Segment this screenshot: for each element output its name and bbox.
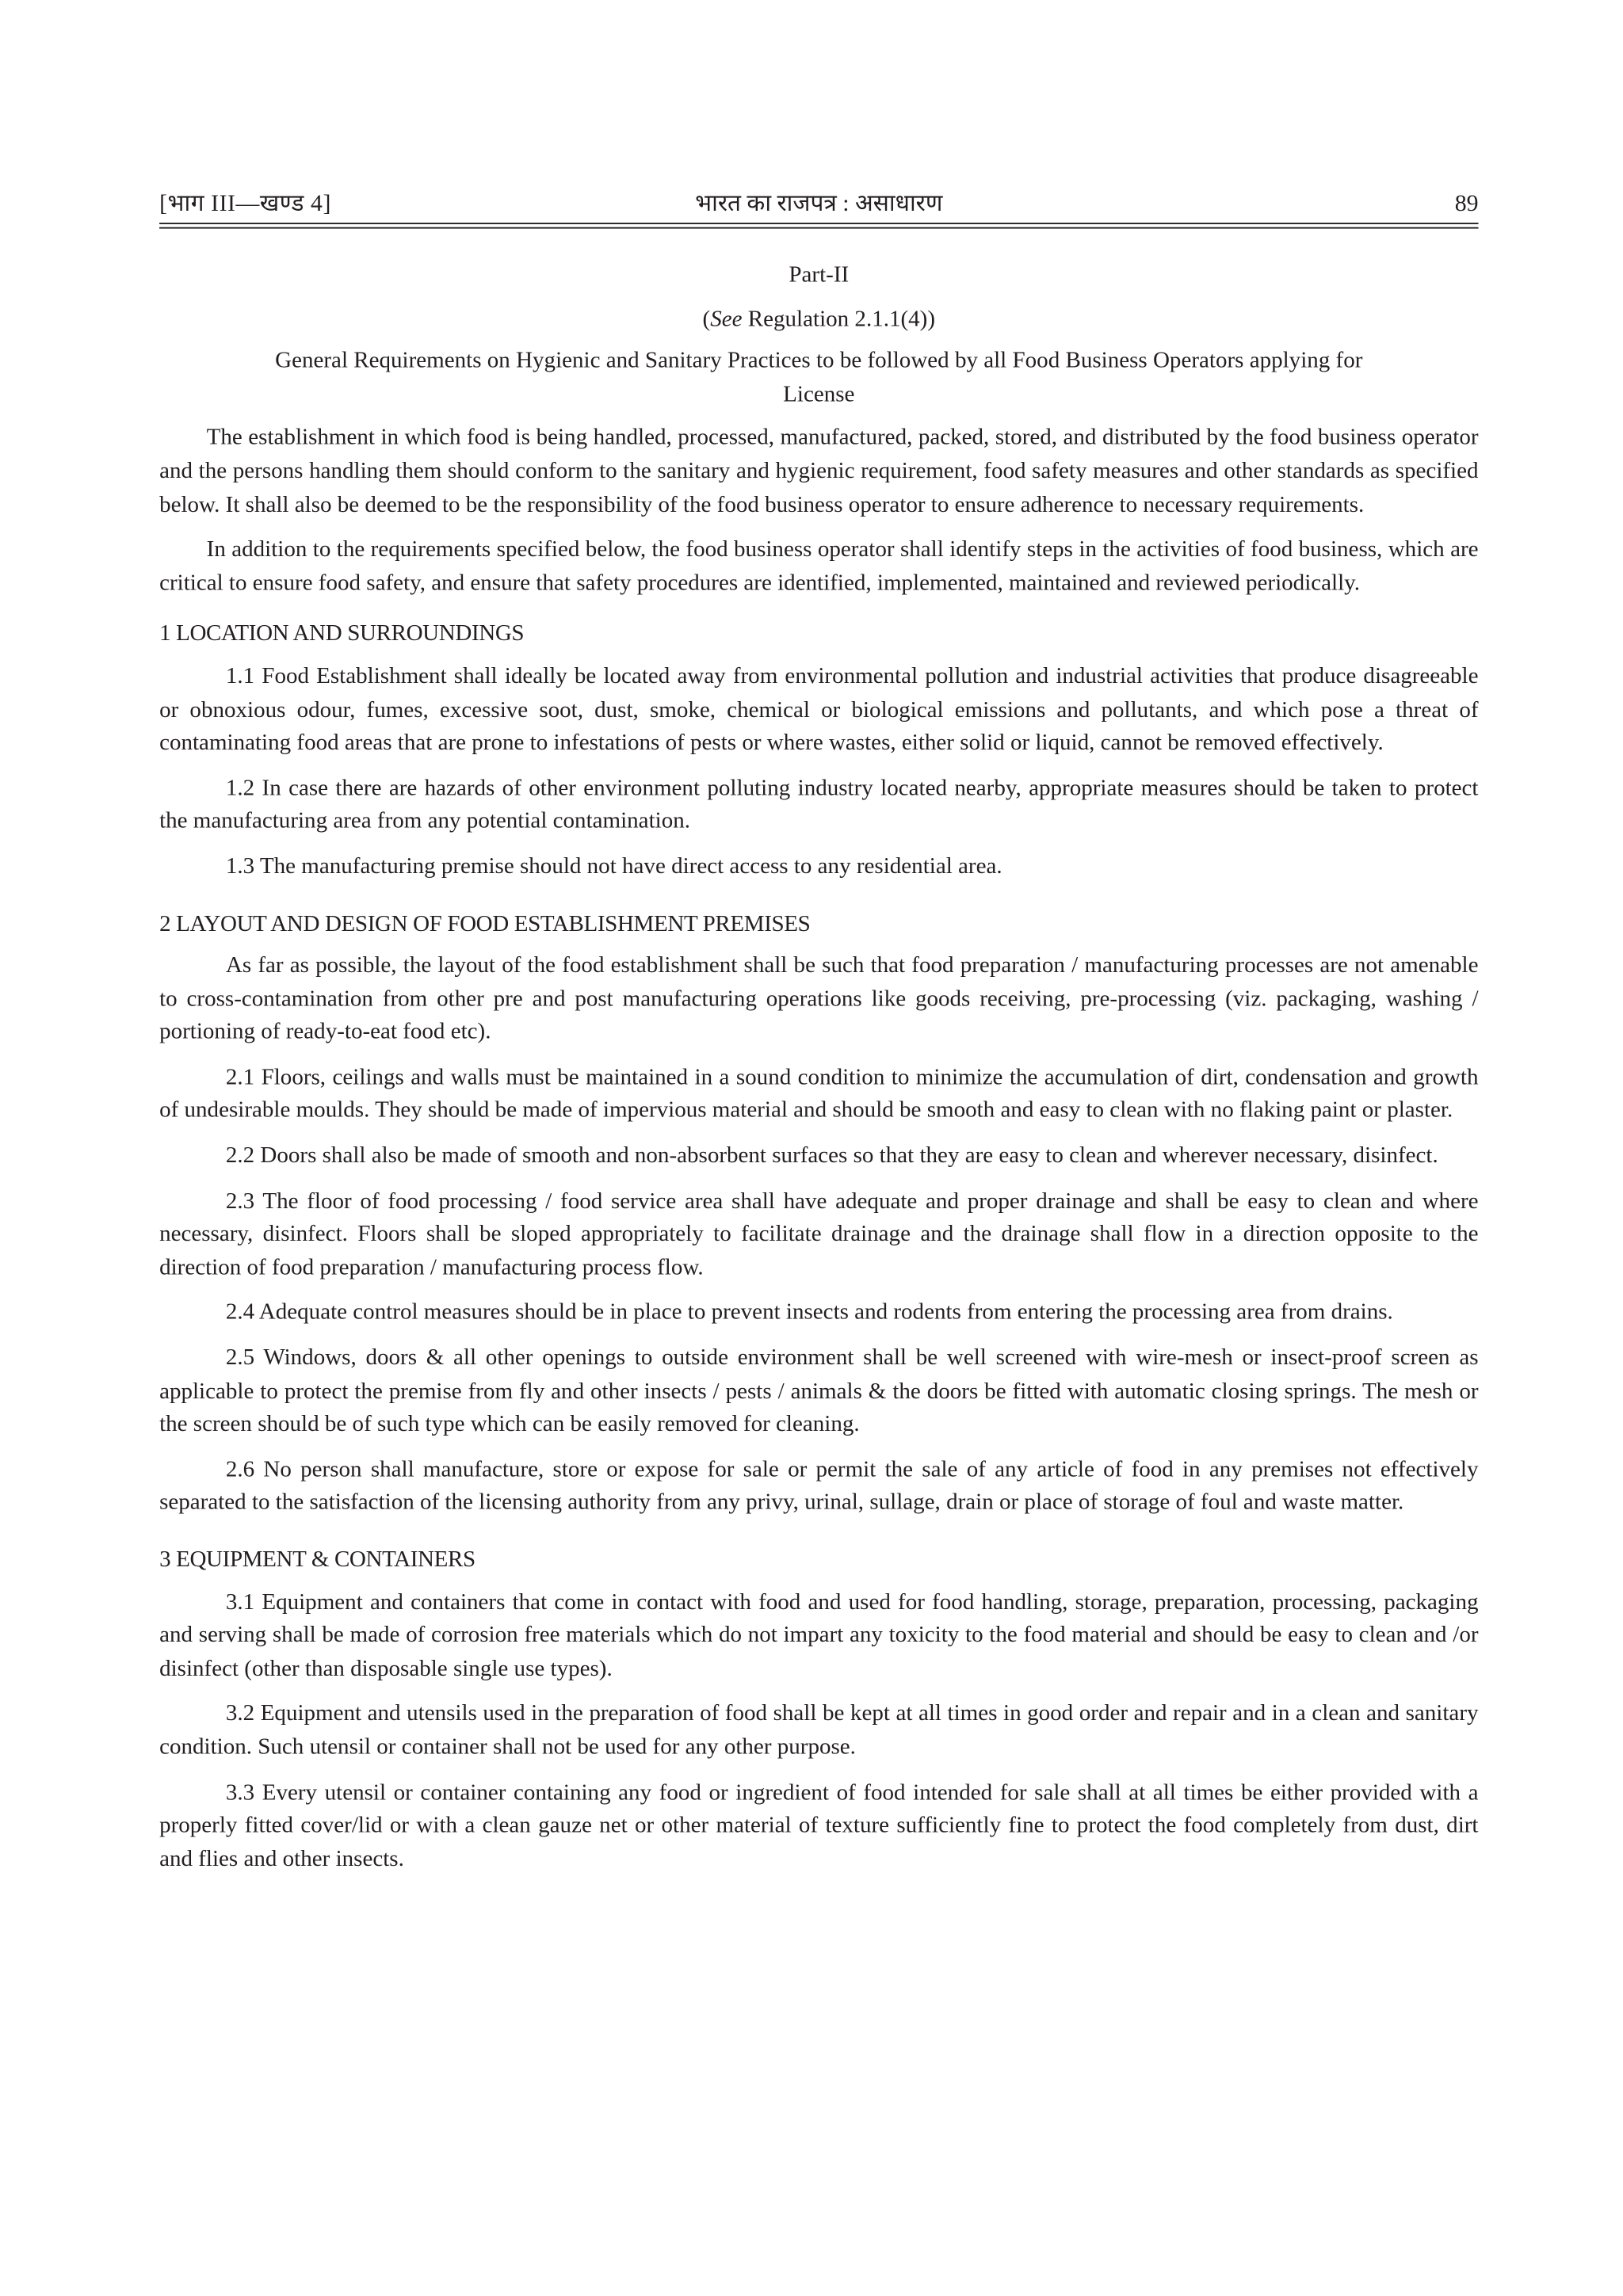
part-heading-line-2: License xyxy=(783,381,855,407)
header-rule-bottom xyxy=(159,227,1478,229)
document-body xyxy=(159,260,1478,1889)
intro-paragraph: In addition to the requirements specified below, the food business operator shall identify steps in the activities of food business, which are critical to ensure food safety, and ensure that safety procedures are identified, implemented, maintained and reviewed periodically. xyxy=(159,536,1479,596)
clause-3-1: 3.1 Equipment and containers that come in contact with food and used for food handling, storage, preparation, processing, packaging and serving shall be made of corrosion free materials which do not impart any toxicity to the food material and should be easy to clean and /or disinfect (other than disposable single use types). xyxy=(159,1589,1479,1682)
header-rule-top xyxy=(159,223,1478,224)
part-title: Part-II xyxy=(789,262,850,288)
layout-intro-paragraph: As far as possible, the layout of the food establishment shall be such that food preparation / manufacturing processes are not amenable to cross-contamination from other pre and post manufacturing operations like goods receiving, pre-processing (viz. packaging, washing / portioning of ready-to-eat food etc). xyxy=(159,952,1479,1045)
header-part-section: [भाग III—खण्ड 4] xyxy=(159,192,331,217)
clause-1-2: 1.2 In case there are hazards of other environment polluting industry located nearby, appropriate measures should be taken to protect the manufacturing area from any potential contamination. xyxy=(159,775,1479,834)
clause-1-1: 1.1 Food Establishment shall ideally be located away from environmental pollution and industrial activities that produce disagreeable or obnoxious odour, fumes, excessive soot, dust, smoke, chemical or biological emissions and pollutants, and which pose a threat of contaminating food areas that are prone to infestations of pests or where wastes, either solid or liquid, cannot be removed effectively. xyxy=(159,663,1479,756)
clause-2-1: 2.1 Floors, ceilings and walls must be maintained in a sound condition to minimize the accumulation of dirt, condensation and growth of undesirable moulds. They should be made of impervious material and should be smooth and easy to clean with no flaking paint or plaster. xyxy=(159,1064,1479,1123)
see-regulation-line xyxy=(159,303,1478,337)
part-heading-line-1: General Requirements on Hygienic and Sanitary Practices to be followed by all Food Business Operators applying for xyxy=(275,348,1363,374)
see-open-paren: ( xyxy=(702,306,711,332)
see-regulation-ref: Regulation 2.1.1(4)) xyxy=(742,306,936,332)
header-page-number: 89 xyxy=(1454,192,1479,217)
section-heading-location: 1 LOCATION AND SURROUNDINGS xyxy=(159,621,525,647)
clause-2-3: 2.3 The floor of food processing / food service area shall have adequate and proper drainage and shall be easy to clean and where necessary, disinfect. Floors shall be sloped appropriately to facilitate drainage and the drainage shall flow in a direction opposite to the direction of food preparation / manufacturing process flow. xyxy=(159,1188,1479,1280)
intro-paragraph: The establishment in which food is being handled, processed, manufactured, packed, stored, and distributed by the food business operator and the persons handling them should conform to the sanitary and hygienic requirement, food safety measures and other standards as specified below. It shall also be deemed to be the responsibility of the food business operator to ensure adherence to necessary requirements. xyxy=(159,425,1479,517)
page-header xyxy=(159,186,1478,224)
clause-2-6: 2.6 No person shall manufacture, store or expose for sale or permit the sale of any article of food in any premises not effectively separated to the satisfaction of the licensing authority from any privy, urinal, sullage, drain or place of storage of foul and waste matter. xyxy=(159,1457,1479,1516)
section-heading-equipment: 3 EQUIPMENT & CONTAINERS xyxy=(159,1547,475,1573)
clause-2-5: 2.5 Windows, doors & all other openings to outside environment shall be well screened with wire-mesh or insect-proof screen as applicable to protect the premise from fly and other insects / pests / animals & the doors be fitted with automatic closing springs. The mesh or the screen should be of such type which can be easily removed for cleaning. xyxy=(159,1345,1479,1437)
clause-2-4: 2.4 Adequate control measures should be in place to prevent insects and rodents from entering the processing area from drains. xyxy=(225,1300,1393,1325)
header-gazette-title: भारत का राजपत्र : असाधारण xyxy=(695,192,943,217)
clause-3-2: 3.2 Equipment and utensils used in the preparation of food shall be kept at all times in good order and repair and in a clean and sanitary condition. Such utensil or container shall not be used for any other purpose. xyxy=(159,1701,1479,1760)
clause-1-3: 1.3 The manufacturing premise should not have direct access to any residential area. xyxy=(225,853,1002,879)
clause-3-3: 3.3 Every utensil or container containing any food or ingredient of food intended for sale shall at all times be either provided with a properly fitted cover/lid or with a clean gauze net or other material of texture sufficiently fine to protect the food completely from dust, dirt and flies and other insects. xyxy=(159,1779,1479,1872)
clause-2-2: 2.2 Doors shall also be made of smooth and non-absorbent surfaces so that they are easy to clean and wherever necessary, disinfect. xyxy=(225,1143,1438,1169)
section-heading-layout: 2 LAYOUT AND DESIGN OF FOOD ESTABLISHMENT PREMISES xyxy=(159,910,811,936)
see-word: See xyxy=(710,306,743,332)
